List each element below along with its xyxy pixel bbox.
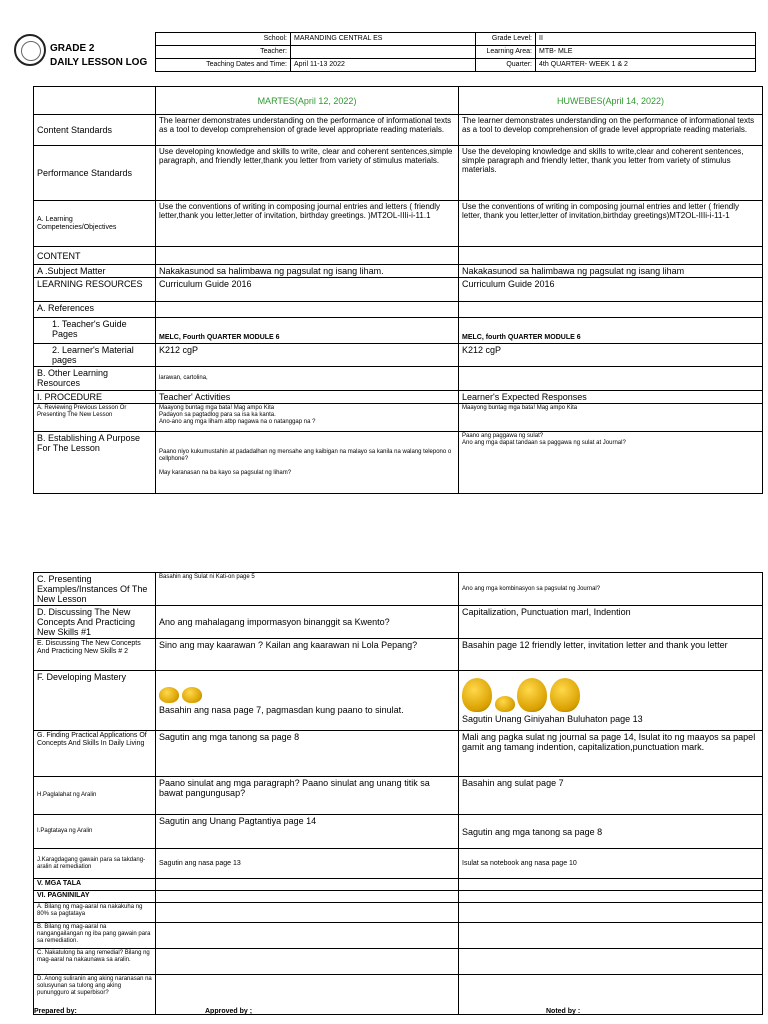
grade-level-value: II xyxy=(536,33,756,46)
cell-b: Use the developing knowledge and skills to write,clear and coherent sentences, simple paragraph and friendly letter, thank you letter from variety of stimulus materials. xyxy=(459,146,763,201)
row-label: 2. Learner's Material pages xyxy=(34,344,156,367)
cell-b: The learner demonstrates understanding on the performance of informational texts as a tool to develop comprehension of grade level appropriate reading materials. xyxy=(459,115,763,146)
cell-a: Curriculum Guide 2016 xyxy=(156,278,459,302)
row-label: VI. PAGNINILAY xyxy=(34,891,156,903)
quarter-value: 4th QUARTER- WEEK 1 & 2 xyxy=(536,59,756,72)
lesson-table-lower xyxy=(33,572,763,1015)
cell-b: Maayong buntag mga bata! Mag ampo Kita xyxy=(459,404,763,432)
row-label: 1. Teacher's Guide Pages xyxy=(34,318,156,344)
cell-b xyxy=(459,879,763,891)
row-label: CONTENT xyxy=(34,247,156,265)
cell-a: Use the conventions of writing in composing journal entries and letters ( friendly letter,thank you letter,letter of invitation, birthday greetings. )MT2OL-IIIi-i-11.1 xyxy=(156,201,459,247)
cell-b xyxy=(459,975,763,1015)
cell-b: Nakakasunod sa halimbawa ng pagsulat ng isang liham xyxy=(459,265,763,278)
cell-b-text: Sagutin Unang Giniyahan Buluhaton page 13 xyxy=(462,713,643,724)
row-label: V. MGA TALA xyxy=(34,879,156,891)
row-label: E. Discussing The New Concepts And Practicing New Skills # 2 xyxy=(34,639,156,671)
fruit-icon xyxy=(159,687,179,703)
cell-a: Sagutin ang Unang Pagtantiya page 14 xyxy=(156,815,459,849)
cell-b: Basahin ang sulat page 7 xyxy=(459,777,763,815)
cell-a: Paano sinulat ang mga paragraph? Paano sinulat ang unang titik sa bawat pangungusap? xyxy=(156,777,459,815)
cell-b: Learner's Expected Responses xyxy=(459,391,763,404)
school-label: School: xyxy=(156,33,291,46)
cell-a xyxy=(156,302,459,318)
cell-b xyxy=(459,949,763,975)
row-label: Content Standards xyxy=(34,115,156,146)
cell-b: Ano ang mga kombinasyon sa pagsulat ng Journal? xyxy=(459,573,763,606)
row-label: LEARNING RESOURCES xyxy=(34,278,156,302)
dates-value: April 11-13 2022 xyxy=(291,59,476,72)
row-label: G. Finding Practical Applications Of Concepts And Skills In Daily Living xyxy=(34,731,156,777)
row-label: I.Pagtataya ng Aralin xyxy=(34,815,156,849)
row-label: F. Developing Mastery xyxy=(34,671,156,731)
cell-a: Maayong buntag mga bata! Mag ampo Kita Padayon sa pagtadlog para sa isa ka kanta. Ano-ano ang mga liham atbp nagawa na o natanggap na ? xyxy=(156,404,459,432)
cell-a xyxy=(156,903,459,923)
cell-a: Ano ang mahalagang impormasyon binanggit sa Kwento? xyxy=(156,606,459,639)
cell-b: Mali ang pagka sulat ng journal sa page 14, Isulat ito ng maayos sa papel gamit ang tamang indention, capitalization,punctuation mark. xyxy=(459,731,763,777)
cell-b xyxy=(459,247,763,265)
cell-a: Nakakasunod sa halimbawa ng pagsulat ng isang liham. xyxy=(156,265,459,278)
row-label: D. Discussing The New Concepts And Practicing New Skills #1 xyxy=(34,606,156,639)
cell-b: Use the conventions of writing in composing journal entries and letter ( friendly letter, thank you letter,letter of invitation,birthday greetings)MT2OL-IIIi-i-11-1 xyxy=(459,201,763,247)
day-header-1: MARTES(April 12, 2022) xyxy=(156,87,459,115)
cell-a: Sino ang may kaarawan ? Kailan ang kaarawan ni Lola Pepang? xyxy=(156,639,459,671)
cell-a: Paano niyo kukumustahin at padadalhan ng mensahe ang kaibigan na malayo sa kanila na walang telepono o cellphone? May karanasan na ba kayo sa pagsulat ng liham? xyxy=(156,432,459,494)
cell-a xyxy=(156,879,459,891)
cell-b xyxy=(459,923,763,949)
row-label: C. Presenting Examples/Instances Of The New Lesson xyxy=(34,573,156,606)
cell-a-text: Basahin ang nasa page 7, pagmasdan kung paano to sinulat. xyxy=(159,704,404,715)
cell-a: Basahin ang Sulat ni Kati-on page 5 xyxy=(156,573,459,606)
grade-level-label: Grade Level: xyxy=(476,33,536,46)
day-header-2: HUWEBES(April 14, 2022) xyxy=(459,87,763,115)
row-label: Performance Standards xyxy=(34,146,156,201)
fruit-icon xyxy=(462,678,492,712)
teacher-value xyxy=(291,46,476,59)
noted-by-label: Noted by : xyxy=(546,1008,581,1015)
row-label: B. Establishing A Purpose For The Lesson xyxy=(34,432,156,494)
cell-b xyxy=(459,302,763,318)
approved-by-label: Approved by ; xyxy=(205,1008,253,1015)
cell-a xyxy=(156,949,459,975)
cell-b xyxy=(459,367,763,391)
school-value: MARANDING CENTRAL ES xyxy=(291,33,476,46)
row-label: A. Bilang ng mag-aaral na nakakuha ng 80% sa pagtataya xyxy=(34,903,156,923)
cell-a xyxy=(156,247,459,265)
deped-seal-icon xyxy=(14,34,46,66)
row-label: C. Nakatulong ba ang remedial? Bilang ng mag-aaral na nakaunawa sa aralin. xyxy=(34,949,156,975)
mastery-cell-b xyxy=(459,671,763,731)
cell-b: MELC, fourth QUARTER MODULE 6 xyxy=(459,318,763,344)
cell-b: K212 cgP xyxy=(459,344,763,367)
row-label: B. Other Learning Resources xyxy=(34,367,156,391)
teacher-label: Teacher: xyxy=(156,46,291,59)
cell-a: The learner demonstrates understanding on the performance of informational texts as a tool to develop comprehension of grade level appropriate reading materials. xyxy=(156,115,459,146)
cell-a: MELC, Fourth QUARTER MODULE 6 xyxy=(156,318,459,344)
cell-a xyxy=(156,891,459,903)
row-label: A. References xyxy=(34,302,156,318)
cell-b: Basahin page 12 friendly letter, invitation letter and thank you letter xyxy=(459,639,763,671)
cell-b: Capitalization, Punctuation marl, Indention xyxy=(459,606,763,639)
cell-a: Sagutin ang nasa page 13 xyxy=(156,849,459,879)
log-title: DAILY LESSON LOG xyxy=(50,57,148,68)
fruit-icon xyxy=(517,678,547,712)
row-label: H.Paglalahat ng Aralin xyxy=(34,777,156,815)
cell-b: Sagutin ang mga tanong sa page 8 xyxy=(459,815,763,849)
dates-label: Teaching Dates and Time: xyxy=(156,59,291,72)
fruit-icon xyxy=(495,696,515,712)
row-label: A .Subject Matter xyxy=(34,265,156,278)
document-title xyxy=(50,42,147,70)
corner-cell xyxy=(34,87,156,115)
quarter-label: Quarter: xyxy=(476,59,536,72)
row-label: B. Bilang ng mag-aaral na nangangailangan ng iba pang gawain para sa remediation. xyxy=(34,923,156,949)
row-label: D. Anong suliranin ang aking naranasan na solusyunan sa tulong ang aking punungguro at superbisor? xyxy=(34,975,156,1015)
row-label: A. Reviewing Previous Lesson Or Presenting The New Lesson xyxy=(34,404,156,432)
learning-area-label: Learning Area: xyxy=(476,46,536,59)
cell-b xyxy=(459,903,763,923)
cell-a: Use developing knowledge and skills to write, clear and coherent sentences,simple paragraph, and friendly letter,thank you letter from variety of stimulus materials. xyxy=(156,146,459,201)
fruit-icon xyxy=(550,678,580,712)
row-label: A. Learning Competencies/Objectives xyxy=(34,201,156,247)
prepared-by-label: Prepared by: xyxy=(34,1008,77,1015)
header-info-table xyxy=(155,32,756,72)
fruit-icon xyxy=(182,687,202,703)
mastery-cell-a xyxy=(156,671,459,731)
cell-a: K212 cgP xyxy=(156,344,459,367)
cell-b: Paano ang paggawa ng sulat? Ano ang mga dapat tandaan sa paggawa ng sulat at Journal? xyxy=(459,432,763,494)
cell-a xyxy=(156,923,459,949)
cell-b: Isulat sa notebook ang nasa page 10 xyxy=(459,849,763,879)
cell-b xyxy=(459,891,763,903)
cell-a: Teacher' Activities xyxy=(156,391,459,404)
grade-title: GRADE 2 xyxy=(50,43,95,54)
lesson-table-upper xyxy=(33,86,763,494)
row-label: J.Karagdagang gawain para sa takdang-aralin at remediation xyxy=(34,849,156,879)
cell-a: Sagutin ang mga tanong sa page 8 xyxy=(156,731,459,777)
cell-a: larawan, cartolina, xyxy=(156,367,459,391)
row-label: I. PROCEDURE xyxy=(34,391,156,404)
cell-a xyxy=(156,975,459,1015)
cell-b: Curriculum Guide 2016 xyxy=(459,278,763,302)
learning-area-value: MTB- MLE xyxy=(536,46,756,59)
